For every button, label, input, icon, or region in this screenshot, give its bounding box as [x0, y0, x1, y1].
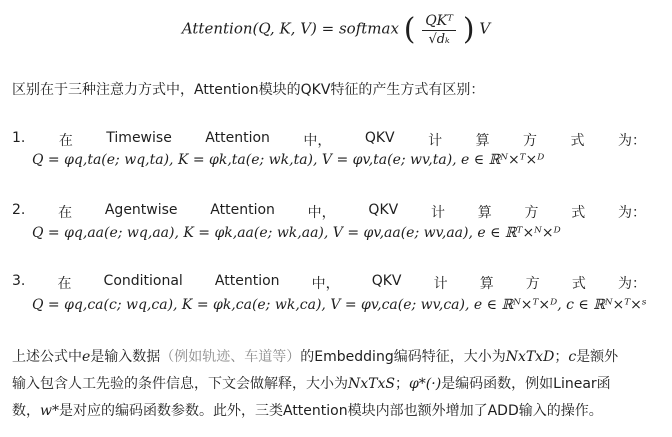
item-word: 方: [523, 133, 538, 149]
text: 数，: [12, 403, 40, 419]
item-word: Agentwise: [104, 202, 178, 218]
item-3-formula: Q = φq,ca(c; wq,ca), K = φk,ca(e; wk,ca), V = φv,ca(e; wv,ca), e ∈ ℝᴺ×ᵀ×ᴰ, c ∈ ℝᴺ×ᵀ×ˢ: [32, 297, 647, 313]
math-e: e: [82, 349, 91, 365]
section-heading: 区别在于三种注意力方式中，Attention模块的QKV特征的产生方式有区别：: [12, 82, 485, 98]
item-word: 计: [433, 276, 448, 292]
item-word: 中，: [303, 133, 332, 149]
math-nts: NxTxS: [348, 376, 395, 392]
item-2-head: [12, 202, 646, 222]
item-2-formula: Q = φq,aa(e; wq,aa), K = φk,aa(e; wk,aa), V = φv,aa(e; wv,aa), e ∈ ℝᵀ×ᴺ×ᴰ: [32, 225, 561, 241]
item-word: 方: [524, 205, 539, 221]
attention-formula: [0, 12, 672, 47]
item-word: QKV: [368, 202, 399, 218]
fraction-numerator: QKᵀ: [422, 13, 456, 31]
text: 是对应的编码函数参数。此外，三类Attention模块内部也额外增加了ADD输入的操作。: [58, 403, 603, 419]
text: ；: [554, 349, 569, 365]
item-word: 算: [475, 133, 490, 149]
item-1-formula: Q = φq,ta(e; wq,ta), K = φk,ta(e; wk,ta), V = φv,ta(e; wv,ta), e ∈ ℝᴺ×ᵀ×ᴰ: [32, 152, 545, 168]
item-word: 在: [58, 133, 73, 149]
text: 是额外: [576, 349, 619, 365]
fraction-denominator: √dₖ: [428, 31, 450, 47]
item-word: 计: [430, 205, 445, 221]
item-3-head: [12, 273, 646, 293]
item-word: 中，: [311, 276, 340, 292]
item-word: 式: [570, 133, 585, 149]
text: ；: [394, 376, 409, 392]
example-note: （例如轨迹、车道等）: [160, 349, 301, 365]
item-word: Attention: [214, 273, 280, 289]
item-word: 式: [571, 276, 586, 292]
text: 的Embedding编码特征，大小为: [300, 349, 506, 365]
item-word: 在: [58, 205, 73, 221]
text: 输入包含人工先验的条件信息，下文会做解释，大小为: [12, 376, 348, 392]
paragraph-line-1: [12, 344, 652, 371]
item-word: QKV: [371, 273, 402, 289]
item-number: 1.: [12, 130, 26, 146]
item-number: 3.: [12, 273, 26, 289]
math-ntd: NxTxD: [505, 349, 555, 365]
item-1-head: [12, 130, 646, 150]
text: 是输入数据: [90, 349, 161, 365]
item-word: Timewise: [106, 130, 172, 146]
formula-lhs: Attention(Q, K, V) = softmax: [181, 19, 399, 38]
item-word: 中，: [307, 205, 336, 221]
right-paren: ): [462, 12, 475, 47]
explanation-paragraph: [12, 344, 652, 425]
fraction: [422, 13, 456, 47]
item-word: 为：: [617, 133, 646, 149]
math-w: w*: [40, 403, 59, 419]
item-word: Conditional: [103, 273, 183, 289]
left-paren: (: [403, 12, 416, 47]
math-phi: φ*(·): [408, 376, 442, 392]
paragraph-line-2: [12, 371, 652, 398]
item-word: 算: [479, 276, 494, 292]
text: 上述公式中: [12, 349, 82, 365]
item-number: 2.: [12, 202, 26, 218]
item-word: 式: [571, 205, 586, 221]
paragraph-line-3: [12, 398, 652, 425]
math-c: c: [568, 349, 577, 365]
item-word: 在: [57, 276, 72, 292]
item-word: Attention: [210, 202, 275, 218]
item-word: 计: [428, 133, 443, 149]
item-word: 为：: [617, 276, 646, 292]
formula-rhs: V: [479, 19, 491, 38]
item-word: QKV: [364, 130, 395, 146]
text: 是编码函数，例如Linear函: [441, 376, 611, 392]
item-word: Attention: [205, 130, 270, 146]
item-word: 算: [477, 205, 492, 221]
item-word: 为：: [617, 205, 646, 221]
item-word: 方: [525, 276, 540, 292]
